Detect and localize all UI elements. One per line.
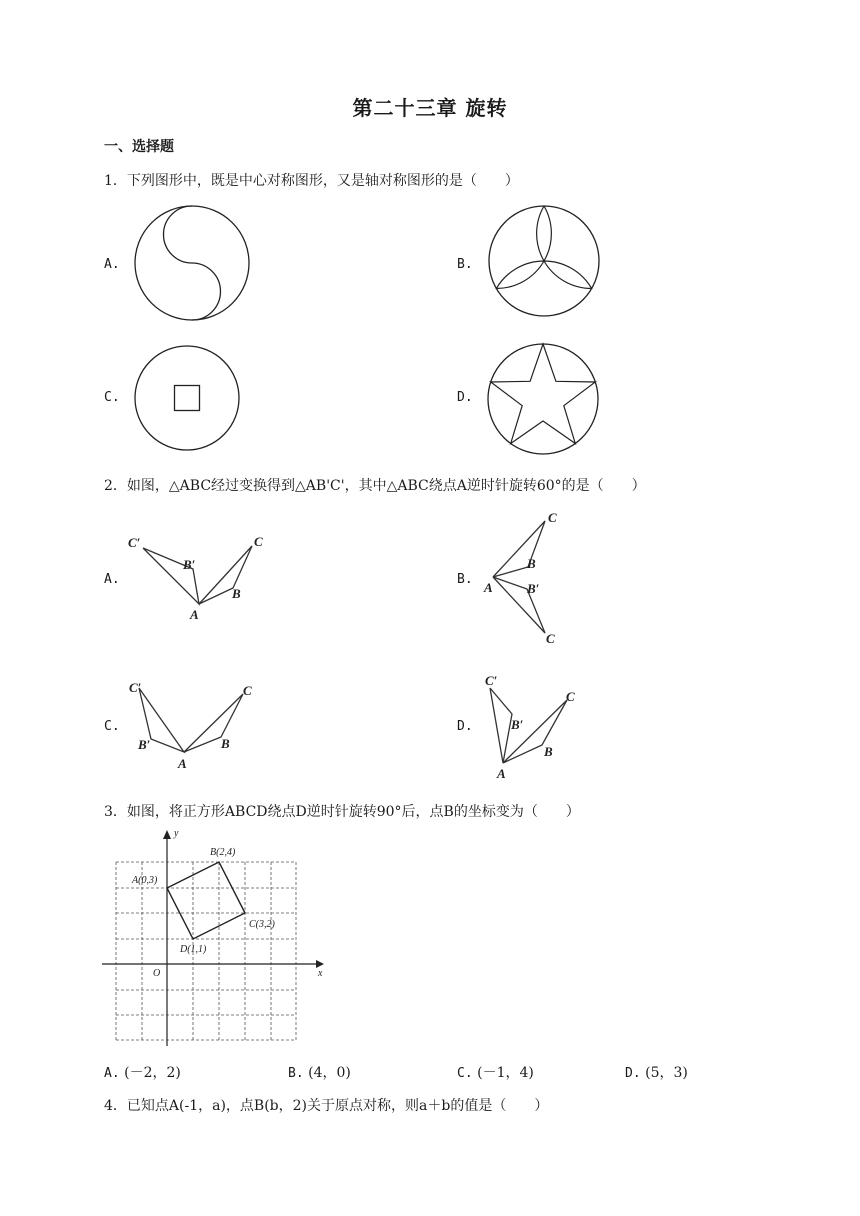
q1-option-b-label: B. [457,257,473,272]
q2-a-label-c: C [254,534,263,549]
q3-answer-c [457,1062,534,1082]
q3-x-arrow [316,960,324,968]
q2-option-c-label: C. [104,719,120,734]
q2-d-label-c: C [566,689,575,704]
q2-d-label-b: B [544,744,553,759]
q2-b-label-b: B [527,556,536,571]
q1-option-a-label: A. [104,257,120,272]
q3-label-origin: O [153,968,161,979]
q2-c-label-bprime: B′ [138,737,151,752]
q2-c-label-c: C [243,683,252,698]
q3-answer-d-letter: D. [625,1066,641,1081]
q2-d-label-a: A [497,766,506,781]
q1-option-c-label: C. [104,390,120,405]
page-title: 第二十三章 旋转 [352,96,508,120]
q2-a-label-cprime: C′ [128,535,141,550]
q2-d-label-cprime: C′ [485,673,498,688]
q3-square-abcd [167,862,245,939]
question-4-text: 4．已知点A(-1，a)，点B(b，2)关于原点对称，则a＋b的值是（ ） [104,1098,549,1114]
q3-label-a: A(0,3) [132,875,158,886]
q3-answer-a-value: (－2，2) [124,1065,181,1081]
q2-option-b-label: B. [457,572,473,587]
q2-c-label-a: A [178,756,187,771]
q2-a-label-bprime: B′ [183,557,196,572]
q3-answer-a-letter: A. [104,1066,120,1081]
q2-b-label-bprime: B′ [527,581,540,596]
q2-option-a-label: A. [104,572,120,587]
q3-answer-b-letter: B. [288,1066,304,1081]
q3-label-b: B(2,4) [210,847,236,858]
q2-c-label-b: B [221,736,230,751]
q3-answer-c-letter: C. [457,1066,473,1081]
q2-a-label-a: A [190,607,199,622]
q2-d-label-bprime: B′ [511,717,524,732]
q3-answer-b-value: (4，0) [308,1065,351,1081]
q3-answer-c-value: (－1，4) [477,1065,534,1081]
section-heading: 一、选择题 [104,139,174,155]
q2-a-label-b: B [232,586,241,601]
q3-answer-d-value: (5，3) [645,1065,688,1081]
q1-option-d-label: D. [457,390,473,405]
question-3-text: 3．如图，将正方形ABCD绕点D逆时针旋转90°后，点B的坐标变为（ ） [104,804,580,820]
question-2-text: 2．如图，△ABC经过变换得到△AB'C'，其中△ABC绕点A逆时针旋转60°的是（ ） [104,478,646,494]
q2-option-d-label: D. [457,719,473,734]
q2-b-label-a: A [484,580,493,595]
q3-answer-a [104,1062,181,1082]
q3-label-x: x [318,968,323,979]
q3-label-d: D(1,1) [180,944,207,955]
q2-b-label-c-top: C [548,510,557,525]
q3-label-y: y [174,828,179,839]
q2-c-label-cprime: C′ [129,680,142,695]
question-1-text: 1．下列图形中，既是中心对称图形，又是轴对称图形的是（ ） [104,173,519,189]
q3-y-arrow [163,830,171,839]
q3-answer-b [288,1062,351,1082]
q2-b-label-c-bottom: C [546,631,555,646]
q3-label-c: C(3,2) [249,919,275,930]
q3-answer-d [625,1062,688,1082]
